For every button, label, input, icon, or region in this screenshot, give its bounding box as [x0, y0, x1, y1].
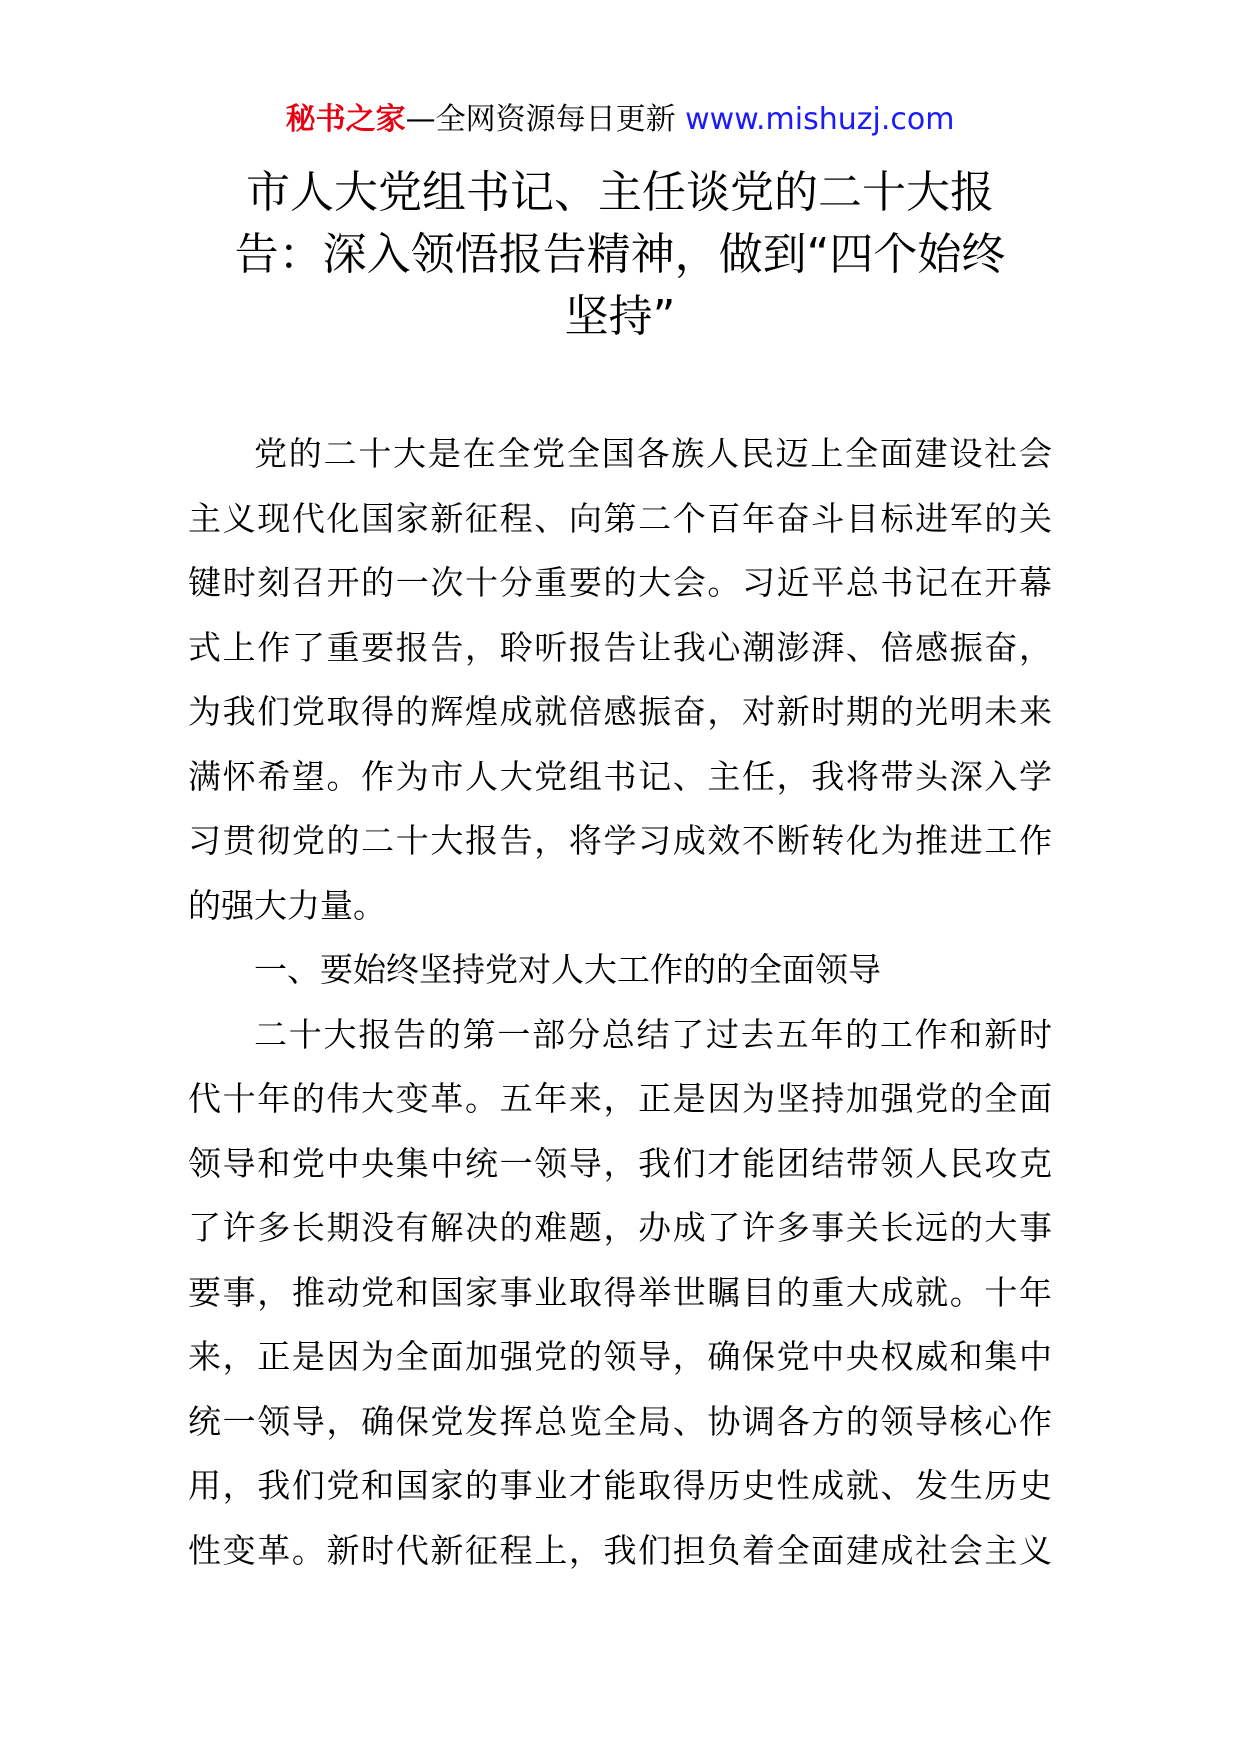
paragraph-line: 统一领导，确保党发挥总览全局、协调各方的领导核心作: [188, 1401, 1052, 1441]
title-line: 告：深入领悟报告精神，做到“四个始终: [234, 229, 1006, 280]
paragraph-line: 习贯彻党的二十大报告，将学习成效不断转化为推进工作: [188, 821, 1052, 860]
paragraph-line: 要事，推动党和国家事业取得举世瞩目的重大成就。十年: [188, 1272, 1052, 1312]
paragraph-line: 领导和党中央集中统一领导，我们才能团结带领人民攻克: [188, 1143, 1052, 1183]
paragraph-line: 二十大报告的第一部分总结了过去五年的工作和新时: [254, 1014, 1052, 1054]
banner-url[interactable]: www.mishuzj.com: [685, 102, 955, 137]
paragraph-line: 键时刻召开的一次十分重要的大会。习近平总书记在开幕: [188, 563, 1052, 602]
paragraph-line: 了许多长期没有解决的难题，办成了许多事关长远的大事: [188, 1208, 1052, 1247]
article-title: [188, 162, 1052, 348]
section-heading: 一、要始终坚持党对人大工作的的全面领导: [254, 950, 881, 989]
banner-tagline: —全网资源每日更新: [405, 102, 676, 137]
paragraph-line: 为我们党取得的辉煌成就倍感振奋，对新时期的光明未来: [188, 692, 1052, 731]
paragraph-line: 来，正是因为全面加强党的领导，确保党中央权威和集中: [188, 1337, 1052, 1376]
paragraph-line: 主义现代化国家新征程、向第二个百年奋斗目标进军的关: [188, 498, 1052, 538]
brand-name: 秘书之家: [285, 102, 406, 137]
paragraph-line: 满怀希望。作为市人大党组书记、主任，我将带头深入学: [188, 756, 1052, 796]
title-line: 坚持”: [564, 291, 676, 342]
paragraph-line: 的强大力量。: [188, 885, 386, 925]
site-banner: [0, 100, 1240, 140]
paragraph-line: 党的二十大是在全党全国各族人民迈上全面建设社会: [254, 434, 1052, 473]
paragraph-line: 性变革。新时代新征程上，我们担负着全面建成社会主义: [188, 1530, 1052, 1570]
paragraph-line: 用，我们党和国家的事业才能取得历史性成就、发生历史: [188, 1466, 1052, 1505]
article-body: [188, 422, 1052, 1583]
title-line: 市人大党组书记、主任谈党的二十大报: [246, 167, 994, 218]
paragraph-line: 式上作了重要报告，聆听报告让我心潮澎湃、倍感振奋，: [188, 627, 1052, 667]
paragraph-line: 代十年的伟大变革。五年来，正是因为坚持加强党的全面: [188, 1079, 1052, 1118]
